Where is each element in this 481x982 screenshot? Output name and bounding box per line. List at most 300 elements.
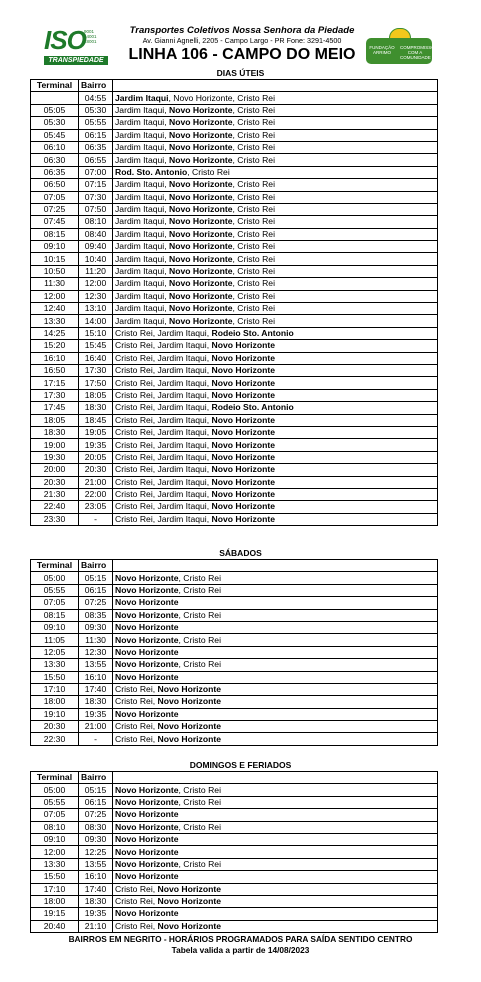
route-segment: Jardim Itaqui, — [115, 204, 169, 215]
route-segment: Jardim Itaqui, — [115, 290, 169, 301]
route-segment: Cristo Rei, — [115, 883, 158, 894]
bairro-time: 13:10 — [79, 303, 113, 315]
table-row — [31, 721, 438, 733]
route-description — [113, 895, 438, 907]
table-row — [31, 609, 438, 621]
table-row — [31, 796, 438, 808]
table-row — [31, 920, 438, 932]
route-segment: Jardim Itaqui, — [115, 241, 169, 252]
terminal-time: 05:30 — [31, 117, 79, 129]
route-description — [113, 833, 438, 845]
terminal-time: 13:30 — [31, 659, 79, 671]
schedule-table-sabados — [30, 559, 438, 746]
route-segment: Cristo Rei, Jardim Itaqui, — [115, 451, 212, 462]
route-segment-bold: Novo Horizonte — [115, 597, 179, 608]
table-row — [31, 833, 438, 845]
table-row — [31, 203, 438, 215]
route-segment: Jardim Itaqui, — [115, 117, 169, 128]
terminal-time: 18:05 — [31, 414, 79, 426]
table-row — [31, 364, 438, 376]
route-description — [113, 858, 438, 870]
bairro-time: 18:45 — [79, 414, 113, 426]
terminal-time: 20:30 — [31, 476, 79, 488]
route-segment: Cristo Rei, Jardim Itaqui, — [115, 377, 212, 388]
bairro-time: 19:35 — [79, 439, 113, 451]
table-row — [31, 584, 438, 596]
terminal-time: 05:45 — [31, 129, 79, 141]
route-description — [113, 426, 438, 438]
terminal-time: 19:10 — [31, 708, 79, 720]
bairro-time: 20:05 — [79, 451, 113, 463]
route-segment: , Cristo Rei — [232, 278, 275, 289]
route-segment-bold: Novo Horizonte — [157, 696, 221, 707]
route-description — [113, 439, 438, 451]
bairro-time: 18:30 — [79, 402, 113, 414]
route-segment-bold: Novo Horizonte — [115, 834, 179, 845]
route-segment: Jardim Itaqui, — [115, 191, 169, 202]
bairro-time: 12:30 — [79, 290, 113, 302]
bairro-time: 06:35 — [79, 141, 113, 153]
route-description — [113, 908, 438, 920]
terminal-time: 16:50 — [31, 364, 79, 376]
route-segment-bold: Novo Horizonte — [168, 179, 233, 190]
route-segment-bold: Novo Horizonte — [211, 476, 275, 487]
iso-transpiedade-logo — [44, 27, 114, 67]
route-description — [113, 488, 438, 500]
route-segment: , Cristo Rei — [232, 241, 275, 252]
table-row — [31, 92, 438, 104]
table-row — [31, 696, 438, 708]
route-segment: Cristo Rei, — [115, 733, 158, 744]
route-segment-bold: Novo Horizonte — [115, 784, 179, 795]
terminal-time: 12:40 — [31, 303, 79, 315]
route-segment-bold: Novo Horizonte — [115, 708, 179, 719]
terminal-time: 17:10 — [31, 683, 79, 695]
terminal-time: 13:30 — [31, 315, 79, 327]
bairro-time: 16:10 — [79, 871, 113, 883]
table-row — [31, 179, 438, 191]
table-row — [31, 784, 438, 796]
route-description — [113, 141, 438, 153]
bairro-time: 04:55 — [79, 92, 113, 104]
route-description — [113, 659, 438, 671]
route-segment-bold: Novo Horizonte — [157, 920, 221, 931]
community-logo — [366, 28, 435, 68]
route-description — [113, 228, 438, 240]
column-header-terminal: Terminal — [31, 560, 79, 572]
route-description — [113, 708, 438, 720]
route-description — [113, 621, 438, 633]
terminal-time: 05:55 — [31, 584, 79, 596]
route-description — [113, 464, 438, 476]
bairro-time: 16:10 — [79, 671, 113, 683]
route-segment: Jardim Itaqui, — [115, 253, 169, 264]
route-segment-bold: Novo Horizonte — [168, 191, 233, 202]
terminal-time: 20:30 — [31, 721, 79, 733]
terminal-time: 08:15 — [31, 609, 79, 621]
terminal-time: 19:00 — [31, 439, 79, 451]
terminal-time: 07:25 — [31, 203, 79, 215]
footer-note: BAIRROS EM NEGRITO - HORÁRIOS PROGRAMADOS PARA SAÍDA SENTIDO CENTRO — [68, 934, 413, 944]
route-segment-bold: Novo Horizonte — [115, 584, 179, 595]
route-segment-bold: Novo Horizonte — [115, 908, 179, 919]
route-segment: , Novo Horizonte, Cristo Rei — [168, 92, 275, 103]
bairro-time: 10:40 — [79, 253, 113, 265]
table-header-row — [31, 772, 438, 784]
route-segment-bold: Novo Horizonte — [211, 513, 275, 524]
route-description — [113, 340, 438, 352]
route-description — [113, 154, 438, 166]
table-row — [31, 621, 438, 633]
route-segment-bold: Novo Horizonte — [168, 104, 233, 115]
route-segment: Cristo Rei, — [115, 896, 158, 907]
table-row — [31, 809, 438, 821]
route-segment-bold: Novo Horizonte — [211, 501, 275, 512]
route-description — [113, 796, 438, 808]
table-row — [31, 228, 438, 240]
terminal-time: 15:50 — [31, 671, 79, 683]
route-segment: , Cristo Rei — [178, 572, 221, 583]
table-row — [31, 191, 438, 203]
route-segment: , Cristo Rei — [232, 179, 275, 190]
bairro-time: 12:30 — [79, 646, 113, 658]
route-segment: Cristo Rei, Jardim Itaqui, — [115, 464, 212, 475]
table-row — [31, 278, 438, 290]
route-segment-bold: Novo Horizonte — [211, 340, 275, 351]
route-segment: Cristo Rei, Jardim Itaqui, — [115, 414, 212, 425]
terminal-time: 07:05 — [31, 191, 79, 203]
route-description — [113, 129, 438, 141]
route-segment-bold: Novo Horizonte — [168, 228, 233, 239]
route-description — [113, 634, 438, 646]
route-segment: Jardim Itaqui, — [115, 154, 169, 165]
terminal-time: 15:20 — [31, 340, 79, 352]
route-description — [113, 303, 438, 315]
route-segment: , Cristo Rei — [178, 609, 221, 620]
route-segment: , Cristo Rei — [178, 584, 221, 595]
table-header-row — [31, 80, 438, 92]
route-segment: , Cristo Rei — [178, 796, 221, 807]
bairro-time: 08:35 — [79, 609, 113, 621]
bairro-time: 12:25 — [79, 846, 113, 858]
route-description — [113, 871, 438, 883]
table-row — [31, 646, 438, 658]
footer-valid-date: Tabela valida a partir de 14/08/2023 — [171, 945, 310, 955]
route-segment: , Cristo Rei — [178, 634, 221, 645]
bairro-time: 05:30 — [79, 104, 113, 116]
table-row — [31, 402, 438, 414]
terminal-time: 05:00 — [31, 784, 79, 796]
route-segment-bold: Novo Horizonte — [115, 871, 179, 882]
table-row — [31, 141, 438, 153]
route-segment-bold: Rodeio Sto. Antonio — [211, 328, 294, 338]
table-header-row — [31, 560, 438, 572]
route-description — [113, 265, 438, 277]
terminal-time: 09:10 — [31, 833, 79, 845]
route-segment: , Cristo Rei — [232, 266, 275, 277]
transpiedade-brand-text: TRANSPIEDADE — [44, 56, 108, 65]
table-row — [31, 858, 438, 870]
table-row — [31, 439, 438, 451]
route-segment: Cristo Rei, Jardim Itaqui, — [115, 476, 212, 487]
table-row — [31, 129, 438, 141]
route-segment: Jardim Itaqui, — [115, 216, 169, 227]
bairro-time: 21:10 — [79, 920, 113, 932]
terminal-time: 05:55 — [31, 796, 79, 808]
route-description — [113, 92, 438, 104]
column-header-bairro: Bairro — [79, 772, 113, 784]
route-segment: , Cristo Rei — [232, 154, 275, 165]
terminal-time — [31, 92, 79, 104]
terminal-time: 20:00 — [31, 464, 79, 476]
route-segment-bold: Jardim Itaqui — [115, 92, 169, 103]
table-row — [31, 327, 438, 339]
terminal-time: 17:45 — [31, 402, 79, 414]
terminal-time: 19:30 — [31, 451, 79, 463]
bairro-time: 11:20 — [79, 265, 113, 277]
bairro-time: 06:55 — [79, 154, 113, 166]
column-header-terminal: Terminal — [31, 80, 79, 92]
column-header-bairro: Bairro — [79, 80, 113, 92]
route-segment-bold: Novo Horizonte — [115, 622, 179, 633]
table-row — [31, 451, 438, 463]
route-description — [113, 166, 438, 178]
table-row — [31, 464, 438, 476]
route-description — [113, 389, 438, 401]
bairro-time: 09:40 — [79, 241, 113, 253]
terminal-time: 07:05 — [31, 597, 79, 609]
terminal-time: 19:15 — [31, 908, 79, 920]
table-row — [31, 340, 438, 352]
route-segment: Cristo Rei, — [115, 920, 158, 931]
bairro-time: 19:35 — [79, 908, 113, 920]
route-segment: Cristo Rei, Jardim Itaqui, — [115, 427, 212, 438]
company-address: Av. Gianni Agnelli, 2205 - Campo Largo - PR Fone: 3291-4500 — [142, 36, 342, 45]
terminal-time: 18:00 — [31, 696, 79, 708]
bairro-time: 18:30 — [79, 895, 113, 907]
bairro-time: 13:55 — [79, 858, 113, 870]
route-segment: Jardim Itaqui, — [115, 129, 169, 140]
table-row — [31, 476, 438, 488]
route-segment-bold: Novo Horizonte — [211, 427, 275, 438]
route-segment: Jardim Itaqui, — [115, 266, 169, 277]
route-segment: Cristo Rei, Jardim Itaqui, — [115, 328, 212, 338]
terminal-time: 14:25 — [31, 327, 79, 339]
bairro-time: 18:30 — [79, 696, 113, 708]
bairro-time: 07:15 — [79, 179, 113, 191]
bairro-time: 21:00 — [79, 721, 113, 733]
route-segment-bold: Novo Horizonte — [115, 796, 179, 807]
bairro-time: 09:30 — [79, 621, 113, 633]
route-description — [113, 733, 438, 745]
route-segment-bold: Novo Horizonte — [115, 671, 179, 682]
route-segment-bold: Novo Horizonte — [115, 821, 179, 832]
table-row — [31, 265, 438, 277]
bairro-time: 19:35 — [79, 708, 113, 720]
route-segment-bold: Novo Horizonte — [168, 290, 233, 301]
route-segment: Cristo Rei, Jardim Itaqui, — [115, 340, 212, 351]
route-segment: Jardim Itaqui, — [115, 142, 169, 153]
terminal-time: 10:50 — [31, 265, 79, 277]
route-segment-bold: Novo Horizonte — [211, 389, 275, 400]
bairro-time: 05:55 — [79, 117, 113, 129]
bairro-time: 17:30 — [79, 364, 113, 376]
bairro-time: - — [79, 733, 113, 745]
bairro-time: 09:30 — [79, 833, 113, 845]
bairro-time: 11:30 — [79, 634, 113, 646]
route-segment: Jardim Itaqui, — [115, 104, 169, 115]
route-segment-bold: Novo Horizonte — [211, 464, 275, 475]
route-segment: Cristo Rei, Jardim Itaqui, — [115, 402, 212, 413]
route-description — [113, 191, 438, 203]
route-segment-bold: Rod. Sto. Antonio — [115, 166, 188, 177]
bairro-time: 18:05 — [79, 389, 113, 401]
route-description — [113, 290, 438, 302]
route-description — [113, 203, 438, 215]
route-segment: , Cristo Rei — [178, 659, 221, 670]
route-segment-bold: Novo Horizonte — [168, 253, 233, 264]
bairro-time: 16:40 — [79, 352, 113, 364]
route-segment-bold: Rodeio Sto. Antonio — [211, 402, 294, 413]
bairro-time: 08:30 — [79, 821, 113, 833]
column-header-terminal: Terminal — [31, 772, 79, 784]
route-segment: Cristo Rei, Jardim Itaqui, — [115, 389, 212, 400]
route-segment-bold: Novo Horizonte — [168, 315, 233, 326]
route-description — [113, 784, 438, 796]
bairro-time: 23:05 — [79, 501, 113, 513]
route-segment-bold: Novo Horizonte — [115, 609, 179, 620]
line-title: LINHA 106 - CAMPO DO MEIO — [128, 46, 356, 63]
column-header-route — [113, 80, 438, 92]
route-segment-bold: Novo Horizonte — [168, 216, 233, 227]
schedule-table-dias-uteis — [30, 79, 438, 526]
section-title-domingos-feriados: DOMINGOS E FERIADOS — [189, 760, 292, 770]
route-segment-bold: Novo Horizonte — [157, 684, 221, 695]
table-row — [31, 597, 438, 609]
route-segment: Cristo Rei, — [115, 721, 158, 732]
terminal-time: 10:15 — [31, 253, 79, 265]
terminal-time: 18:30 — [31, 426, 79, 438]
terminal-time: 07:45 — [31, 216, 79, 228]
terminal-time: 20:40 — [31, 920, 79, 932]
route-description — [113, 721, 438, 733]
route-description — [113, 513, 438, 525]
route-segment: Jardim Itaqui, — [115, 303, 169, 314]
bairro-time: 22:00 — [79, 488, 113, 500]
route-segment-bold: Novo Horizonte — [157, 883, 221, 894]
route-segment: , Cristo Rei — [232, 253, 275, 264]
route-segment-bold: Novo Horizonte — [115, 634, 179, 645]
bairro-time: 21:00 — [79, 476, 113, 488]
section-title-dias-uteis: DIAS ÚTEIS — [216, 68, 265, 78]
bairro-time: 14:00 — [79, 315, 113, 327]
table-row — [31, 895, 438, 907]
route-description — [113, 572, 438, 584]
terminal-time: 08:15 — [31, 228, 79, 240]
table-row — [31, 634, 438, 646]
terminal-time: 22:30 — [31, 733, 79, 745]
terminal-time: 21:30 — [31, 488, 79, 500]
route-segment: , Cristo Rei — [232, 303, 275, 314]
terminal-time: 06:30 — [31, 154, 79, 166]
route-segment: , Cristo Rei — [187, 166, 230, 177]
bairro-time: 06:15 — [79, 796, 113, 808]
bairro-time: 07:00 — [79, 166, 113, 178]
route-description — [113, 683, 438, 695]
route-description — [113, 402, 438, 414]
community-badge-right-text: COMPROMISSO COM A COMUNIDADE — [400, 45, 435, 60]
table-row — [31, 908, 438, 920]
route-description — [113, 179, 438, 191]
bairro-time: 20:30 — [79, 464, 113, 476]
table-row — [31, 846, 438, 858]
route-segment: Jardim Itaqui, — [115, 278, 169, 289]
bairro-time: 19:05 — [79, 426, 113, 438]
table-row — [31, 513, 438, 525]
bairro-time: 07:30 — [79, 191, 113, 203]
route-description — [113, 377, 438, 389]
route-description — [113, 327, 438, 339]
route-segment: , Cristo Rei — [232, 204, 275, 215]
route-segment: Cristo Rei, Jardim Itaqui, — [115, 365, 212, 376]
schedule-table-domingos-feriados — [30, 771, 438, 933]
terminal-time: 17:10 — [31, 883, 79, 895]
route-segment: Jardim Itaqui, — [115, 179, 169, 190]
terminal-time: 11:30 — [31, 278, 79, 290]
route-segment-bold: Novo Horizonte — [157, 896, 221, 907]
bairro-time: 06:15 — [79, 129, 113, 141]
terminal-time: 11:05 — [31, 634, 79, 646]
column-header-bairro: Bairro — [79, 560, 113, 572]
terminal-time: 09:10 — [31, 241, 79, 253]
terminal-time: 23:30 — [31, 513, 79, 525]
bairro-time: 07:25 — [79, 809, 113, 821]
bairro-time: 17:40 — [79, 883, 113, 895]
route-description — [113, 451, 438, 463]
route-segment-bold: Novo Horizonte — [211, 414, 275, 425]
route-description — [113, 671, 438, 683]
table-row — [31, 414, 438, 426]
table-row — [31, 389, 438, 401]
bairro-time: - — [79, 513, 113, 525]
bairro-time: 13:55 — [79, 659, 113, 671]
route-segment-bold: Novo Horizonte — [115, 646, 179, 657]
route-description — [113, 883, 438, 895]
route-segment: , Cristo Rei — [232, 191, 275, 202]
route-description — [113, 646, 438, 658]
route-segment: Cristo Rei, Jardim Itaqui, — [115, 489, 212, 500]
route-description — [113, 216, 438, 228]
bairro-time: 17:50 — [79, 377, 113, 389]
iso-standards-text: 9001 14001 18001 — [84, 29, 97, 44]
table-row — [31, 572, 438, 584]
route-description — [113, 253, 438, 265]
route-segment-bold: Novo Horizonte — [211, 439, 275, 450]
terminal-time: 18:00 — [31, 895, 79, 907]
route-segment-bold: Novo Horizonte — [115, 659, 179, 670]
terminal-time: 06:10 — [31, 141, 79, 153]
route-segment-bold: Novo Horizonte — [115, 572, 179, 583]
terminal-time: 09:10 — [31, 621, 79, 633]
route-description — [113, 241, 438, 253]
terminal-time: 13:30 — [31, 858, 79, 870]
terminal-time: 12:05 — [31, 646, 79, 658]
route-segment-bold: Novo Horizonte — [168, 241, 233, 252]
table-row — [31, 683, 438, 695]
table-row — [31, 426, 438, 438]
route-segment: Jardim Itaqui, — [115, 315, 169, 326]
route-segment: , Cristo Rei — [178, 821, 221, 832]
